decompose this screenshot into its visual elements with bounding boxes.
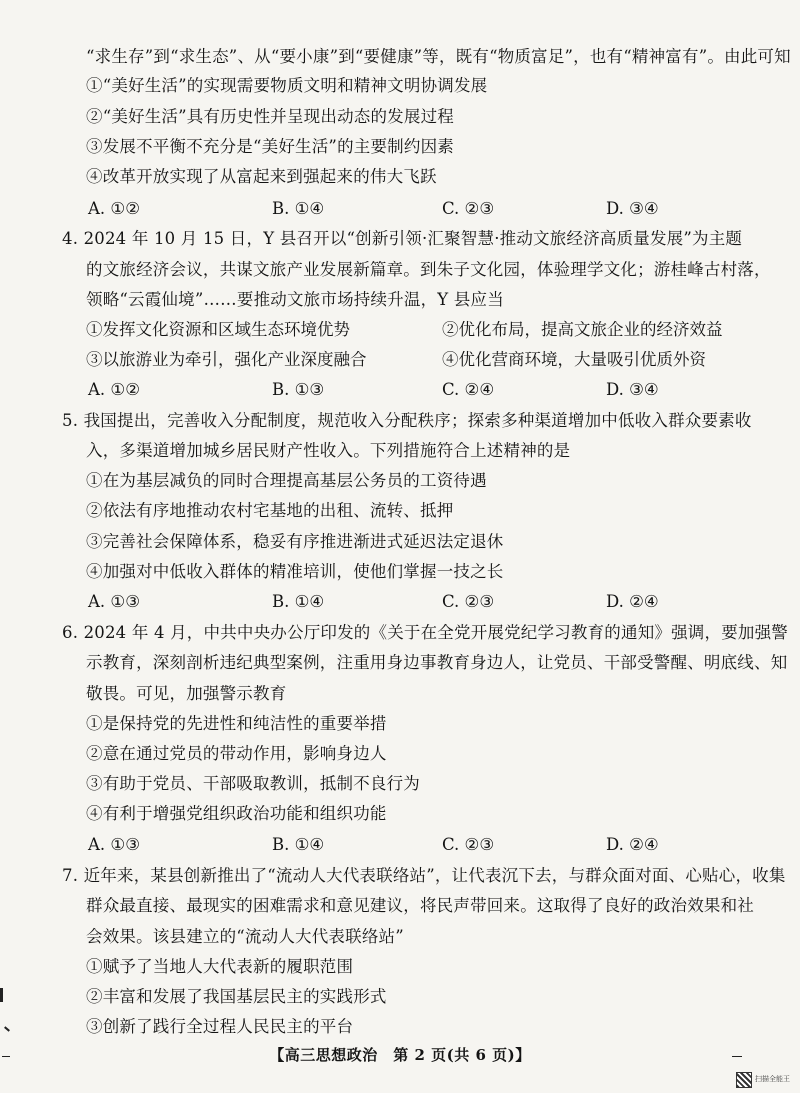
scanner-watermark: 扫描全能王 xyxy=(755,1075,790,1083)
q7-statement-3: ③创新了践行全过程人民民主的平台 xyxy=(86,1017,354,1036)
q5-option-b: B. ①④ xyxy=(272,592,325,611)
q6-option-b: B. ①④ xyxy=(272,835,325,854)
q6-statement-2: ②意在通过党员的带动作用，影响身边人 xyxy=(86,744,387,763)
q6-statement-1: ①是保持党的先进性和纯洁性的重要举措 xyxy=(86,714,387,733)
q4-option-d: D. ③④ xyxy=(606,380,659,399)
q6-option-a: A. ①③ xyxy=(88,835,140,854)
q6-stem-2: 示教育，深刻剖析违纪典型案例，注重用身边事教育身边人，让党员、干部受警醒、明底线、知 xyxy=(86,653,788,672)
q5-statement-3: ③完善社会保障体系，稳妥有序推进渐进式延迟法定退休 xyxy=(86,532,504,551)
q5-statement-4: ④加强对中低收入群体的精准培训，使他们掌握一技之长 xyxy=(86,562,504,581)
q6-stem-1: 6. 2024 年 4 月，中共中央办公厅印发的《关于在全党开展党纪学习教育的通知》强调，要加强警 xyxy=(62,623,789,642)
q4-statement-1: ①发挥文化资源和区域生态环境优势 xyxy=(86,320,350,339)
q4-option-a: A. ①② xyxy=(88,380,140,399)
q4-option-c: C. ②④ xyxy=(442,380,495,399)
q6-option-c: C. ②③ xyxy=(442,835,495,854)
q6-option-d: D. ②④ xyxy=(606,835,659,854)
q3-statement-1: ①“美好生活”的实现需要物质文明和精神文明协调发展 xyxy=(86,76,488,95)
q6-statement-4: ④有利于增强党组织政治功能和组织功能 xyxy=(86,804,387,823)
page-footer: 【高三思想政治 第 2 页(共 6 页)】 xyxy=(269,1046,531,1064)
q4-option-b: B. ①③ xyxy=(272,380,325,399)
q4-statement-4: ④优化营商环境，大量吸引优质外资 xyxy=(442,350,706,369)
q4-stem-1: 4. 2024 年 10 月 15 日，Y 县召开以“创新引领·汇聚智慧·推动文旅经济高质量发展”为主题 xyxy=(62,229,743,248)
q5-stem-1: 5. 我国提出，完善收入分配制度，规范收入分配秩序；探索多种渠道增加中低收入群众要素收 xyxy=(62,411,752,430)
qr-code-icon xyxy=(736,1072,752,1088)
q3-statement-4: ④改革开放实现了从富起来到强起来的伟大飞跃 xyxy=(86,167,437,186)
intro-line: “求生存”到“求生态”、从“要小康”到“要健康”等，既有“物质富足”，也有“精神富有”。由此可知 xyxy=(86,47,791,66)
q5-option-d: D. ②④ xyxy=(606,592,659,611)
q7-statement-2: ②丰富和发展了我国基层民主的实践形式 xyxy=(86,987,387,1006)
q3-option-d: D. ③④ xyxy=(606,199,659,218)
q3-option-b: B. ①④ xyxy=(272,199,325,218)
q7-stem-2: 群众最直接、最现实的困难需求和意见建议，将民声带回来。这取得了良好的政治效果和社 xyxy=(86,896,754,915)
scan-mark xyxy=(4,1026,10,1031)
scan-mark xyxy=(0,988,3,1002)
q4-statement-3: ③以旅游业为牵引，强化产业深度融合 xyxy=(86,350,367,369)
scan-mark xyxy=(2,1056,10,1057)
q5-stem-2: 入，多渠道增加城乡居民财产性收入。下列措施符合上述精神的是 xyxy=(86,441,571,460)
q5-option-a: A. ①③ xyxy=(88,592,140,611)
q3-option-c: C. ②③ xyxy=(442,199,495,218)
q7-stem-1: 7. 近年来，某县创新推出了“流动人大代表联络站”，让代表沉下去，与群众面对面、心贴心，收集 xyxy=(62,866,786,885)
q5-statement-2: ②依法有序地推动农村宅基地的出租、流转、抵押 xyxy=(86,501,454,520)
q3-option-a: A. ①② xyxy=(88,199,140,218)
q4-stem-2: 的文旅经济会议，共谋文旅产业发展新篇章。到朱子文化园，体验理学文化；游桂峰古村落， xyxy=(86,260,771,279)
scan-mark xyxy=(732,1056,742,1057)
q6-stem-3: 敬畏。可见，加强警示教育 xyxy=(86,684,287,703)
q3-statement-2: ②“美好生活”具有历史性并呈现出动态的发展过程 xyxy=(86,107,454,126)
q7-stem-3: 会效果。该县建立的“流动人大代表联络站” xyxy=(86,927,404,946)
q3-statement-3: ③发展不平衡不充分是“美好生活”的主要制约因素 xyxy=(86,137,454,156)
q4-stem-3: 领略“云霞仙境”……要推动文旅市场持续升温，Y 县应当 xyxy=(86,290,504,309)
q5-statement-1: ①在为基层减负的同时合理提高基层公务员的工资待遇 xyxy=(86,471,487,490)
q5-option-c: C. ②③ xyxy=(442,592,495,611)
q4-statement-2: ②优化布局，提高文旅企业的经济效益 xyxy=(442,320,723,339)
q7-statement-1: ①赋予了当地人大代表新的履职范围 xyxy=(86,957,354,976)
q6-statement-3: ③有助于党员、干部吸取教训，抵制不良行为 xyxy=(86,774,420,793)
